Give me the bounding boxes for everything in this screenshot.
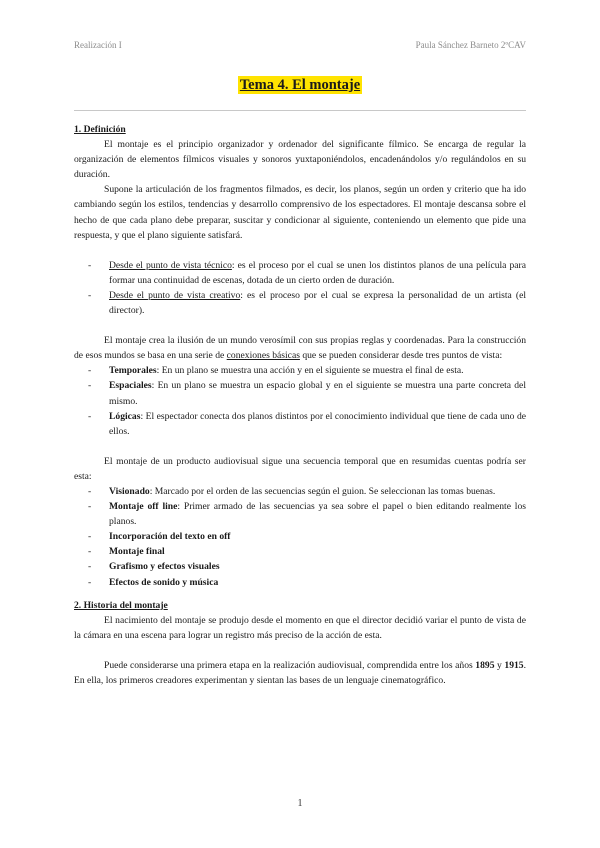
bullet-dash: - — [88, 561, 92, 573]
bullet-dash: - — [88, 365, 92, 377]
page-title: Tema 4. El montaje — [239, 77, 361, 93]
course-name: Realización I — [74, 40, 122, 50]
year-start: 1895 — [475, 659, 495, 671]
spacer — [74, 318, 526, 333]
paragraph: El montaje es el principio organizador y ordenador del significante fílmico. Se encarga de regular la organización de elementos fílmicos visuales y sonoros yuxtaponiéndolos, encadenándolos y/o regulándolos en su duración. — [74, 139, 526, 181]
paragraph — [74, 658, 526, 688]
list-term: Efectos de sonido y música — [109, 576, 219, 588]
list-term: Visionado — [109, 485, 150, 497]
list-term: Incorporación del texto en off — [109, 531, 231, 543]
list-item — [74, 409, 526, 439]
list-item — [74, 499, 526, 529]
page-header — [74, 40, 526, 52]
list-item — [74, 484, 526, 499]
list-text: : Marcado por el orden de las secuencias según el guion. Se seleccionan las tomas buenas. — [149, 485, 496, 497]
text-run: que se pueden considerar desde tres puntos de vista: — [299, 350, 503, 362]
title-divider — [74, 110, 526, 111]
list-text: : es el proceso por el cual se expresa la personalidad de un artista (el director). — [109, 289, 526, 317]
list-item — [74, 288, 526, 318]
list-item — [74, 575, 526, 590]
bullet-dash: - — [88, 259, 92, 271]
bullet-dash: - — [88, 410, 92, 422]
list-text: : En un plano se muestra una acción y en el siguiente se muestra el final de esta. — [156, 365, 464, 377]
paragraph: El nacimiento del montaje se produjo desde el momento en que el director decidió variar el punto de vista de la cámara en una escena para lograr un registro más preciso de la acción de esta. — [74, 614, 526, 641]
list-text: : Primer armado de las secuencias ya sea sobre el papel o bien editando realmente los planos. — [109, 501, 526, 528]
list-term: Grafismo y efectos visuales — [109, 561, 220, 573]
list-term: Desde el punto de vista técnico — [109, 259, 232, 271]
bullet-dash: - — [88, 501, 92, 513]
spacer — [74, 243, 526, 258]
title-wrapper — [0, 76, 600, 94]
text-run: El montaje crea la ilusión de un mundo verosímil con sus propias reglas y coordenadas. Para la construcción de esos mundos se basa en una serie de — [74, 335, 526, 362]
connections-link-text: conexiones básicas — [226, 350, 300, 362]
paragraph — [74, 333, 526, 363]
document-body — [74, 122, 526, 688]
list-text: : El espectador conecta dos planos distintos por el conocimiento individual que tiene de cada uno de ellos. — [109, 410, 526, 437]
list-term: Temporales — [109, 365, 157, 377]
list-item — [74, 258, 526, 288]
list-item — [74, 559, 526, 574]
paragraph: El montaje de un producto audiovisual sigue una secuencia temporal que en resumidas cuentas podría ser esta: — [74, 455, 526, 482]
list-term: Montaje off line — [109, 501, 178, 513]
page-number: 1 — [297, 798, 303, 809]
bullet-dash: - — [88, 485, 92, 497]
workflow-list — [74, 484, 526, 590]
list-text: : es el proceso por el cual se unen los distintos planos de una película para formar una continuidad de escenas, dotada de un cierto orden de duración. — [109, 259, 526, 286]
year-end: 1915 — [504, 659, 524, 671]
paragraph: Supone la articulación de los fragmentos filmados, es decir, los planos, según un orden y criterio que ha ido cambiando según los estilos, tendencias y desarrollo comprensivo de los espectadores. El montaje descansa sobre el hecho de que cada plano debe preparar, suscitar y condicionar al siguiente, conteniendo un elemento que pide una respuesta, y que el plano siguiente satisfará. — [74, 184, 526, 241]
text-run: . En ella, los primeros creadores experimentan y sientan las bases de un lenguaje cinematográfico. — [74, 659, 526, 686]
list-term: Lógicas — [109, 410, 141, 422]
list-term: Espaciales — [109, 380, 152, 392]
spacer — [74, 643, 526, 658]
author-name: Paula Sánchez Barneto 2ºCAV — [415, 40, 526, 50]
bullet-dash: - — [88, 546, 92, 558]
bullet-dash: - — [88, 531, 92, 543]
list-item — [74, 544, 526, 559]
text-run: y — [494, 659, 505, 671]
list-item — [74, 363, 526, 378]
section-2-heading: 2. Historia del montaje — [74, 599, 168, 611]
spacer — [74, 439, 526, 454]
connections-list — [74, 363, 526, 438]
list-item — [74, 378, 526, 408]
list-term: Montaje final — [109, 546, 165, 558]
spacer — [74, 590, 526, 598]
text-run: Puede considerarse una primera etapa en la realización audiovisual, comprendida entre los años — [104, 659, 476, 671]
list-term: Desde el punto de vista creativo — [109, 289, 241, 301]
viewpoint-list — [74, 258, 526, 318]
list-item — [74, 529, 526, 544]
list-text: : En un plano se muestra un espacio global y en el siguiente se muestra una parte concreta del mismo. — [109, 380, 526, 407]
bullet-dash: - — [88, 380, 92, 392]
bullet-dash: - — [88, 289, 92, 301]
bullet-dash: - — [88, 576, 92, 588]
section-1-heading: 1. Definición — [74, 124, 126, 135]
